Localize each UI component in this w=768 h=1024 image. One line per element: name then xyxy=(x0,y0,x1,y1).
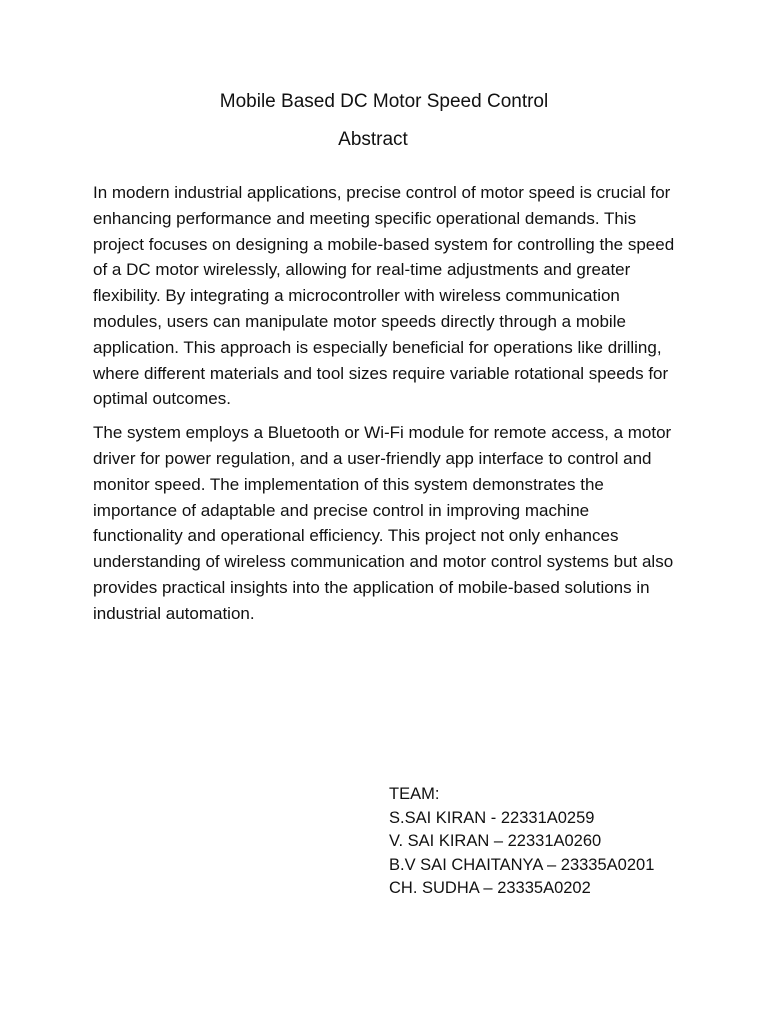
abstract-heading: Abstract xyxy=(338,129,408,150)
team-member: B.V SAI CHAITANYA – 23335A0201 xyxy=(389,855,655,874)
abstract-paragraph-1: In modern industrial applications, precise control of motor speed is crucial for enhancing performance and meeting specific operational demands. This project focuses on designing a mobile-based system for controlling the speed of a DC motor wirelessly, allowing for real-time adjustments and greater flexibility. By integrating a microcontroller with wireless communication modules, users can manipulate motor speeds directly through a mobile application. This approach is especially beneficial for operations like drilling, where different materials and tool sizes require variable rotational speeds for optimal outcomes. xyxy=(93,183,675,409)
document-title: Mobile Based DC Motor Speed Control xyxy=(219,91,549,112)
team-heading: TEAM: xyxy=(389,785,440,803)
team-member: V. SAI KIRAN – 22331A0260 xyxy=(389,832,602,850)
team-member: CH. SUDHA – 23335A0202 xyxy=(389,879,591,897)
abstract-paragraph-2: The system employs a Bluetooth or Wi-Fi module for remote access, a motor driver for power regulation, and a user-friendly app interface to control and monitor speed. The implementation of this system demonstrates the importance of adaptable and precise control in improving machine functionality and operational efficiency. This project not only enhances understanding of wireless communication and motor control systems but also provides practical insights into the application of mobile-based solutions in industrial automation. xyxy=(93,423,674,623)
team-member: S.SAI KIRAN - 22331A0259 xyxy=(389,808,595,827)
team-list xyxy=(389,783,709,901)
abstract-body xyxy=(93,180,683,635)
